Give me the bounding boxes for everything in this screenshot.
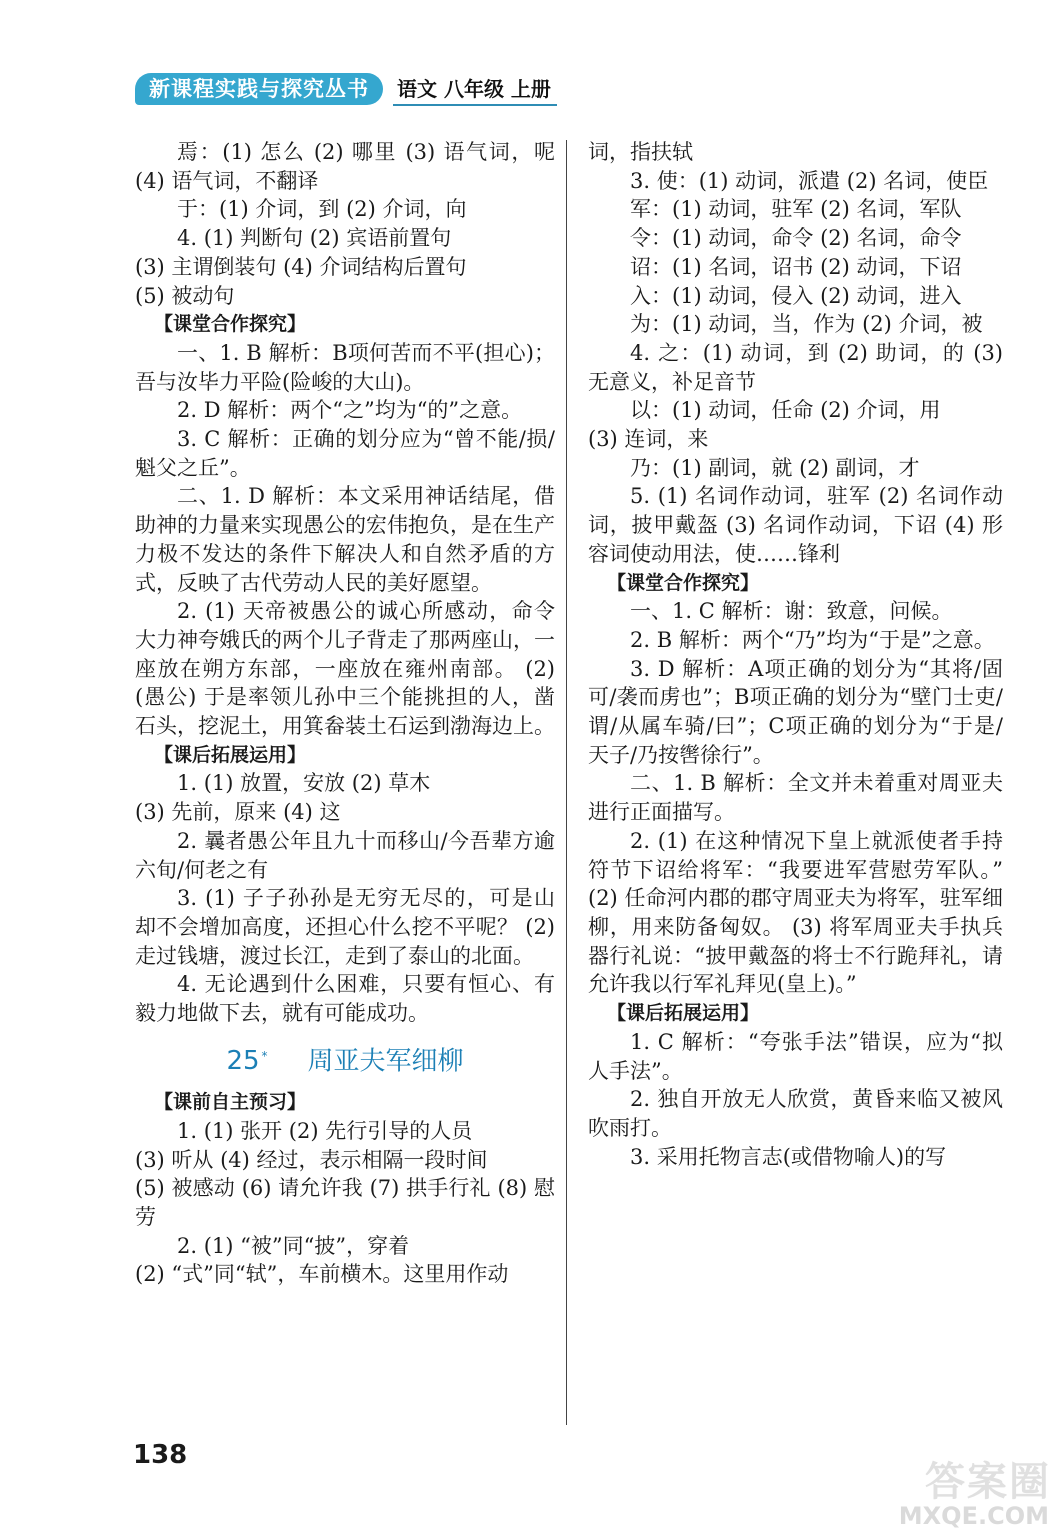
answer-line: 乃：(1) 副词，就 (2) 副词，才 xyxy=(630,455,920,480)
section-heading: 【课后拓展运用】 xyxy=(607,1002,760,1025)
answer-line: 令：(1) 动词，命令 (2) 名词，命令 xyxy=(630,226,962,251)
answer-line: 4. 无论遇到什么困难，只要有恒心、有毅力地做下去，就有可能成功。 xyxy=(135,972,555,1026)
answer-line: 词，指扶轼 xyxy=(588,140,693,164)
answer-line: 焉：(1) 怎么 (2) 哪里 (3) 语气词，呢 (4) 语气词，不翻译 xyxy=(135,140,555,193)
answer-line: 1. (1) 张开 (2) 先行引导的人员 xyxy=(177,1118,473,1143)
answer-line: (3) 先前，原来 (4) 这 xyxy=(135,800,341,825)
answer-line: 2. B 解析：两个“乃”均为“于是”之意。 xyxy=(630,627,995,652)
answer-line: (5) 被动句 xyxy=(135,283,235,308)
series-title: 新课程实践与探究丛书 xyxy=(135,73,383,105)
answer-line: 入：(1) 动词，侵入 (2) 动词，进入 xyxy=(630,283,962,308)
answer-line: 1. (1) 放置，安放 (2) 草木 xyxy=(177,771,431,796)
answer-line: 军：(1) 动词，驻军 (2) 名词，军队 xyxy=(630,197,962,222)
answer-line: 3. C 解析：正确的划分应为“曾不能/损/魁父之丘”。 xyxy=(135,427,555,480)
book-header xyxy=(135,72,557,106)
answer-line: 以：(1) 动词，任命 (2) 介词，用 xyxy=(630,398,941,423)
watermark-logo xyxy=(898,1450,1051,1530)
page-number: 138 xyxy=(133,1440,188,1470)
lesson-title-text: 周亚夫军细柳 xyxy=(307,1046,464,1077)
answer-line: (3) 连词，来 xyxy=(588,427,709,452)
answer-line: 3. 使：(1) 动词，派遣 (2) 名词，使臣 xyxy=(630,168,989,193)
answer-line: (3) 听从 (4) 经过，表示相隔一段时间 xyxy=(135,1147,488,1172)
answer-line: 3. D 解析：A项正确的划分为“其将/固可/袭而虏也”；B项正确的划分为“壁门士吏/谓/从属车骑/曰”；C项正确的划分为“于是/天子/乃按辔徐行”。 xyxy=(588,656,1003,767)
lesson-title xyxy=(135,1042,555,1076)
answer-line: 于：(1) 介词，到 (2) 介词，向 xyxy=(177,197,467,222)
answer-line: (3) 主谓倒装句 (4) 介词结构后置句 xyxy=(135,254,467,279)
answer-line: 2. (1) 天帝被愚公的诚心所感动，命令大力神夸娥氏的两个儿子背走了那两座山，一座放在朔方东部，一座放在雍州南部。 (2) (愚公) 于是率领儿孙中三个能挑担的人，凿石头，挖泥土，用箕畚装土石运到渤海边上。 xyxy=(135,599,555,739)
section-heading: 【课堂合作探究】 xyxy=(607,571,760,594)
left-column xyxy=(135,138,555,1289)
answer-line: 诏：(1) 名词，诏书 (2) 动词，下诏 xyxy=(630,254,962,279)
watermark-url: MXQE.COM xyxy=(898,1502,1049,1530)
answer-line: 5. (1) 名词作动词，驻军 (2) 名词作动词，披甲戴盔 (3) 名词作动词，下诏 (4) 形容词使动用法，使……锋利 xyxy=(588,484,1003,566)
answer-line: 2. 曩者愚公年且九十而移山/今吾辈方逾六旬/何老之有 xyxy=(135,828,555,882)
answer-line: 4. (1) 判断句 (2) 宾语前置句 xyxy=(177,226,452,251)
watermark-text: 答案圈 xyxy=(925,1459,1051,1505)
lesson-number: 25 * xyxy=(226,1046,268,1077)
answer-line: 为：(1) 动词，当，作为 (2) 介词，被 xyxy=(630,312,983,337)
answer-line: 2. (1) “被”同“披”，穿着 xyxy=(177,1233,410,1258)
subject-grade-label: 语文 八年级 上册 xyxy=(393,73,557,106)
answer-line: 2. (1) 在这种情况下皇上就派使者手持符节下诏给将军：“我要进军营慰劳军队。” (2) 任命河内郡的郡守周亚夫为将军，驻军细柳，用来防备匈奴。 (3) 将军周亚夫手执兵器行礼说：“披甲戴盔的将士不行跪拜礼，请允许我以行军礼拜见(皇上)。” xyxy=(588,828,1003,997)
section-heading: 【课堂合作探究】 xyxy=(154,313,307,336)
answer-line: 2. D 解析：两个“之”均为“的”之意。 xyxy=(177,398,523,423)
section-heading: 【课后拓展运用】 xyxy=(154,743,307,766)
answer-line: 一、1. C 解析：谢：致意，问候。 xyxy=(630,599,953,624)
answer-line: 3. 采用托物言志(或借物喻人)的写 xyxy=(630,1144,947,1169)
lesson-star-mark: * xyxy=(261,1048,268,1063)
answer-line: 3. (1) 子子孙孙是无穷无尽的，可是山却不会增加高度，还担心什么挖不平呢？ (2) 走过钱塘，渡过长江，走到了泰山的北面。 xyxy=(135,886,555,968)
answer-line: 二、1. B 解析：全文并未着重对周亚夫进行正面描写。 xyxy=(588,771,1003,825)
answer-line: 2. 独自开放无人欣赏，黄昏来临又被风吹雨打。 xyxy=(588,1087,1003,1140)
answer-line: 一、1. B 解析：B项何苦而不平(担心)；吾与汝毕力平险(险峻的大山)。 xyxy=(135,340,555,394)
right-column xyxy=(588,138,1003,1171)
answer-line: 二、1. D 解析：本文采用神话结尾，借助神的力量来实现愚公的宏伟抱负，是在生产力极不发达的条件下解决人和自然矛盾的方式，反映了古代劳动人民的美好愿望。 xyxy=(135,484,555,595)
answer-line: (2) “式”同“轼”，车前横木。这里用作动 xyxy=(135,1262,509,1287)
section-heading: 【课前自主预习】 xyxy=(154,1091,307,1114)
answer-line: (5) 被感动 (6) 请允许我 (7) 拱手行礼 (8) 慰劳 xyxy=(135,1176,555,1229)
column-divider xyxy=(566,140,567,1425)
answer-line: 1. C 解析：“夸张手法”错误，应为“拟人手法”。 xyxy=(588,1029,1003,1083)
answer-line: 4. 之：(1) 动词，到 (2) 助词，的 (3) 无意义，补足音节 xyxy=(588,340,1003,394)
